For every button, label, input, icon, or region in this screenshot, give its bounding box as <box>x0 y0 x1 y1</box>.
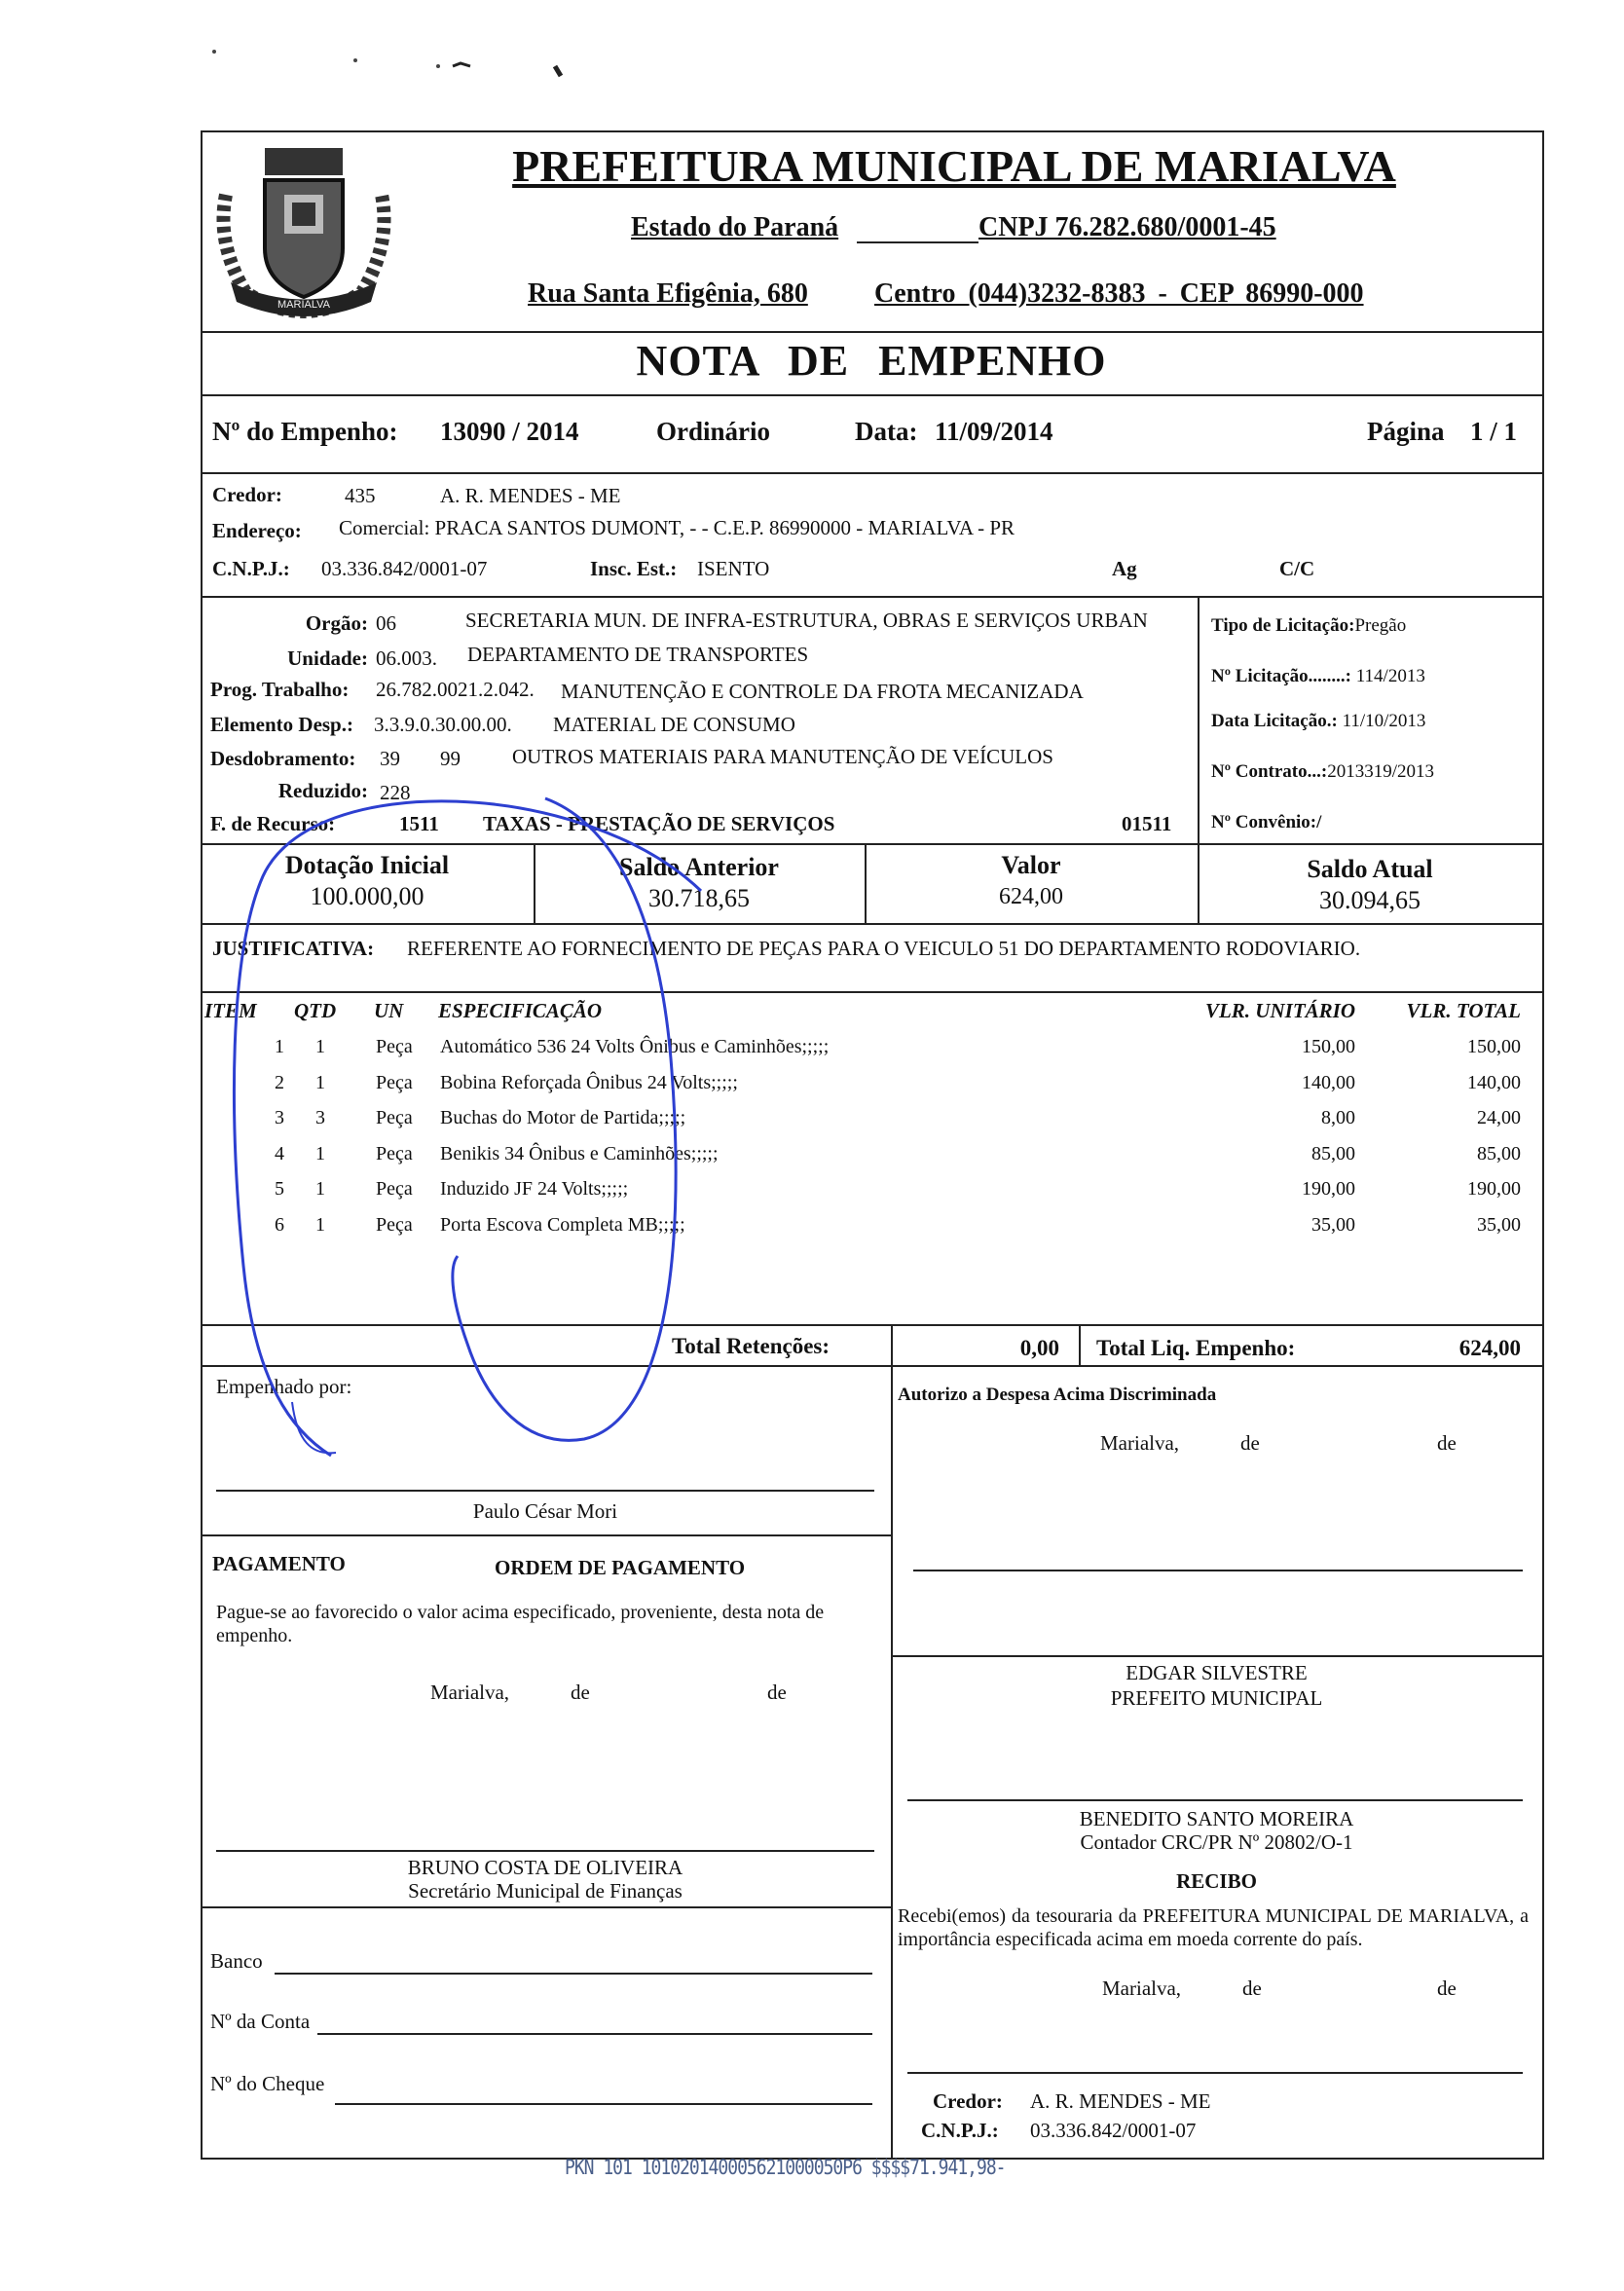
cell-un: Peça <box>376 1072 413 1093</box>
empenho-date: 11/09/2014 <box>935 417 1053 446</box>
credor-footer-name: A. R. MENDES - ME <box>1030 2089 1211 2113</box>
cell-item: 6 <box>275 1214 284 1236</box>
orgao-label: Orgão: <box>305 611 368 635</box>
recibo-de2: de <box>1437 1977 1457 2000</box>
recibo-place: Marialva, <box>1102 1977 1182 2000</box>
credor-address: Comercial: PRACA SANTOS DUMONT, - - C.E.P. 86990000 - MARIALVA - PR <box>339 516 1015 539</box>
justificativa-label: JUSTIFICATIVA: <box>212 937 375 960</box>
scan-specks <box>204 49 594 78</box>
endereco-label: Endereço: <box>212 519 302 542</box>
contador-name: BENEDITO SANTO MOREIRA <box>1079 1807 1354 1830</box>
fonte-code: 1511 <box>399 812 439 835</box>
retencoes-value: 0,00 <box>1019 1336 1059 1360</box>
cell-un: Peça <box>376 1178 413 1200</box>
num-convenio-label: Nº Convênio: <box>1211 812 1317 832</box>
autorizo-signature-line <box>913 1570 1523 1571</box>
header-divider <box>201 331 1542 333</box>
secretario-name: BRUNO COSTA DE OLIVEIRA <box>407 1856 683 1879</box>
prefeito-role: PREFEITO MUNICIPAL <box>1110 1686 1323 1710</box>
orgao-code: 06 <box>376 611 396 635</box>
tipo-licitacao <box>1211 615 1406 637</box>
empenho-date-label: Data: <box>855 417 918 446</box>
cnpj-label: C.N.P.J.: <box>212 557 290 580</box>
orgao-desc: SECRETARIA MUN. DE INFRA-ESTRUTURA, OBRAS E SERVIÇOS URBAN <box>465 609 1148 632</box>
contador-signature-line <box>907 1799 1523 1801</box>
cell-un: Peça <box>376 1036 413 1057</box>
num-licitacao-label: Nº Licitação........: <box>1211 666 1351 686</box>
empenho-number: 13090 / 2014 <box>440 417 579 446</box>
budget-divider <box>201 843 1542 845</box>
atual-label: Saldo Atual <box>1307 855 1433 883</box>
desd-label: Desdobramento: <box>210 747 356 770</box>
cell-unit: 85,00 <box>1311 1143 1355 1164</box>
cell-un: Peça <box>376 1214 413 1236</box>
unidade-desc: DEPARTAMENTO DE TRANSPORTES <box>467 643 809 666</box>
num-licitacao-value: 114/2013 <box>1355 666 1425 686</box>
desd-code2: 99 <box>440 747 461 770</box>
prefeito-box-top <box>891 1655 1542 1657</box>
totals-div-1 <box>891 1324 893 1616</box>
col-item-header: ITEM <box>204 999 257 1022</box>
saldo-divider <box>201 923 1542 925</box>
credor-code: 435 <box>345 484 376 507</box>
secretario-signature-line <box>216 1850 874 1852</box>
cell-unit: 35,00 <box>1311 1214 1355 1236</box>
cell-unit: 8,00 <box>1321 1107 1355 1128</box>
fonte-desc: TAXAS - PRESTAÇÃO DE SERVIÇOS <box>483 812 835 835</box>
cell-item: 2 <box>275 1072 284 1093</box>
unidade-label: Unidade: <box>287 647 368 670</box>
cell-qtd: 1 <box>315 1072 325 1093</box>
unidade-code: 06.003. <box>376 647 437 670</box>
autorizo-label: Autorizo a Despesa Acima Discriminada <box>898 1385 1217 1405</box>
dotacao-label: Dotação Inicial <box>284 851 450 879</box>
data-licitacao-value: 11/10/2013 <box>1342 711 1426 731</box>
col-spec-header: ESPECIFICAÇÃO <box>438 999 603 1022</box>
secretario-role: Secretário Municipal de Finanças <box>408 1879 683 1903</box>
cell-un: Peça <box>376 1107 413 1128</box>
ordem-pagamento-label: ORDEM DE PAGAMENTO <box>495 1556 746 1579</box>
credor-cnpj: 03.336.842/0001-07 <box>321 557 488 580</box>
autorizo-place: Marialva, <box>1100 1431 1180 1455</box>
reduzido-code: 228 <box>380 781 411 804</box>
prefeitura-title: PREFEITURA MUNICIPAL DE MARIALVA <box>512 141 1396 191</box>
cell-total: 24,00 <box>1477 1107 1521 1128</box>
contador-role: Contador CRC/PR Nº 20802/O-1 <box>1080 1830 1353 1854</box>
cell-item: 1 <box>275 1036 284 1057</box>
secretario-divider <box>201 1906 892 1908</box>
elem-code: 3.3.9.0.30.00.00. <box>374 713 512 736</box>
credor-signature-line <box>907 2072 1523 2074</box>
ag-label: Ag <box>1112 557 1137 580</box>
empenhado-label: Empenhado por: <box>216 1375 352 1398</box>
cell-spec: Benikis 34 Ônibus e Caminhões;;;;; <box>440 1143 719 1164</box>
cell-total: 35,00 <box>1477 1214 1521 1236</box>
pagamento-de1: de <box>571 1681 590 1704</box>
prog-label: Prog. Trabalho: <box>210 678 350 701</box>
desd-code1: 39 <box>380 747 400 770</box>
conta-line <box>317 2033 872 2035</box>
cell-total: 150,00 <box>1467 1036 1521 1057</box>
fonte-label: F. de Recurso: <box>210 812 336 835</box>
cell-item: 5 <box>275 1178 284 1200</box>
recibo-text: Recebi(emos) da tesouraria da PREFEITURA MUNICIPAL DE MARIALVA, a importância especificada acima em moeda corrente do país. <box>898 1905 1529 1950</box>
ie-label: Insc. Est.: <box>590 557 678 580</box>
autorizo-de1: de <box>1240 1431 1260 1455</box>
empenhado-name: Paulo César Mori <box>472 1499 618 1523</box>
liq-value: 624,00 <box>1458 1336 1521 1360</box>
credor-footer-cnpj-label: C.N.P.J.: <box>921 2119 999 2142</box>
anterior-label: Saldo Anterior <box>619 853 779 881</box>
banco-label: Banco <box>210 1949 263 1973</box>
tipo-licitacao-value: Pregão <box>1354 615 1407 636</box>
valor-label: Valor <box>1001 851 1061 879</box>
credor-footer-label: Credor: <box>933 2089 1003 2113</box>
justificativa-divider <box>201 991 1542 993</box>
num-convenio <box>1211 812 1321 833</box>
title-divider <box>201 394 1542 396</box>
bank-stamp: PKN 101 101020140005621000050P6 $$$$71.941,98- <box>565 2155 1006 2181</box>
valor-value: 624,00 <box>999 884 1063 909</box>
svg-text:MARIALVA: MARIALVA <box>277 299 330 311</box>
cell-spec: Bobina Reforçada Ônibus 24 Volts;;;;; <box>440 1072 738 1093</box>
tipo-licitacao-label: Tipo de Licitação: <box>1211 615 1355 636</box>
prog-desc: MANUTENÇÃO E CONTROLE DA FROTA MECANIZADA <box>561 680 1084 703</box>
cell-un: Peça <box>376 1143 413 1164</box>
data-licitacao-label: Data Licitação.: <box>1211 711 1338 731</box>
header-cnpj: CNPJ 76.282.680/0001-45 <box>978 212 1276 242</box>
recibo-de1: de <box>1242 1977 1262 2000</box>
pagamento-label: PAGAMENTO <box>212 1552 346 1575</box>
justificativa-text: REFERENTE AO FORNECIMENTO DE PEÇAS PARA O VEICULO 51 DO DEPARTAMENTO RODOVIARIO. <box>407 937 1361 960</box>
col-qtd-header: QTD <box>294 999 337 1022</box>
totals-divider <box>201 1365 1542 1367</box>
crest-shield-icon <box>206 136 401 326</box>
cell-spec: Automático 536 24 Volts Ônibus e Caminhões;;;;; <box>440 1036 830 1057</box>
cell-unit: 150,00 <box>1302 1036 1355 1057</box>
cell-unit: 190,00 <box>1302 1178 1355 1200</box>
fonte-code2: 01511 <box>1122 812 1172 835</box>
num-contrato-value: 2013319/2013 <box>1327 761 1434 782</box>
pagamento-text: Pague-se ao favorecido o valor acima especificado, proveniente, desta nota de empenho. <box>216 1602 825 1646</box>
cheque-label: Nº do Cheque <box>210 2072 325 2095</box>
empenho-type: Ordinário <box>656 417 771 446</box>
lower-div-v <box>891 1616 893 2158</box>
empenho-label: Nº do Empenho: <box>212 417 398 446</box>
cell-total: 190,00 <box>1467 1178 1521 1200</box>
prog-code: 26.782.0021.2.042. <box>376 678 535 701</box>
elem-label: Elemento Desp.: <box>210 713 353 736</box>
cell-spec: Buchas do Motor de Partida;;;;; <box>440 1107 686 1128</box>
elem-desc: MATERIAL DE CONSUMO <box>553 713 795 736</box>
credor-divider <box>201 596 1542 598</box>
state-underline-gap <box>857 241 978 243</box>
cell-total: 140,00 <box>1467 1072 1521 1093</box>
budget-divider-v <box>1198 596 1200 845</box>
state-name: Estado do Paraná <box>631 212 839 242</box>
credor-ie: ISENTO <box>697 557 770 580</box>
cell-qtd: 3 <box>315 1107 325 1128</box>
credor-label: Credor: <box>212 483 282 506</box>
empenhado-signature-line <box>216 1490 874 1492</box>
pagamento-de2: de <box>767 1681 787 1704</box>
atual-value: 30.094,65 <box>1319 886 1421 914</box>
col-un-header: UN <box>374 999 404 1022</box>
cell-unit: 140,00 <box>1302 1072 1355 1093</box>
cell-item: 3 <box>275 1107 284 1128</box>
desd-desc: OUTROS MATERIAIS PARA MANUTENÇÃO DE VEÍCULOS <box>512 745 1053 768</box>
cell-item: 4 <box>275 1143 284 1164</box>
doc-title: NOTA DE EMPENHO <box>636 337 1107 385</box>
cell-qtd: 1 <box>315 1214 325 1236</box>
liq-label: Total Liq. Empenho: <box>1096 1336 1296 1360</box>
totals-div-2 <box>1079 1324 1081 1365</box>
data-licitacao <box>1211 711 1425 732</box>
crest-logo <box>206 136 401 326</box>
reduzido-label: Reduzido: <box>277 779 368 802</box>
prefeito-name: EDGAR SILVESTRE <box>1126 1661 1308 1684</box>
empenhado-divider <box>201 1534 892 1536</box>
retencoes-label: Total Retenções: <box>672 1334 830 1358</box>
num-convenio-value: / <box>1316 812 1322 832</box>
banco-line <box>275 1973 872 1975</box>
num-contrato <box>1211 761 1434 783</box>
anterior-value: 30.718,65 <box>648 884 750 912</box>
pagamento-place: Marialva, <box>430 1681 510 1704</box>
num-licitacao <box>1211 666 1425 687</box>
empenho-divider <box>201 472 1542 474</box>
scan-specks-graphic <box>204 49 594 88</box>
cell-qtd: 1 <box>315 1036 325 1057</box>
cheque-line <box>335 2103 872 2105</box>
cell-total: 85,00 <box>1477 1143 1521 1164</box>
cc-label: C/C <box>1279 557 1315 580</box>
autorizo-de2: de <box>1437 1431 1457 1455</box>
col-unit-header: VLR. UNITÁRIO <box>1204 999 1355 1022</box>
cell-qtd: 1 <box>315 1143 325 1164</box>
col-total-header: VLR. TOTAL <box>1406 999 1521 1022</box>
cell-spec: Induzido JF 24 Volts;;;;; <box>440 1178 629 1200</box>
num-contrato-label: Nº Contrato...: <box>1211 761 1328 782</box>
credor-footer-cnpj: 03.336.842/0001-07 <box>1030 2119 1197 2142</box>
cell-spec: Porta Escova Completa MB;;;;; <box>440 1214 685 1236</box>
conta-label: Nº da Conta <box>210 2010 311 2033</box>
page-label: Página <box>1367 417 1445 446</box>
header-district-phone: Centro (044)3232-8383 - CEP 86990-000 <box>874 278 1364 309</box>
header-address: Rua Santa Efigênia, 680 <box>528 278 808 309</box>
page-number: 1 / 1 <box>1470 417 1518 446</box>
cell-qtd: 1 <box>315 1178 325 1200</box>
items-divider <box>201 1324 1542 1326</box>
recibo-title: RECIBO <box>1176 1869 1257 1893</box>
dotacao-value: 100.000,00 <box>310 882 424 910</box>
credor-name: A. R. MENDES - ME <box>440 484 621 507</box>
